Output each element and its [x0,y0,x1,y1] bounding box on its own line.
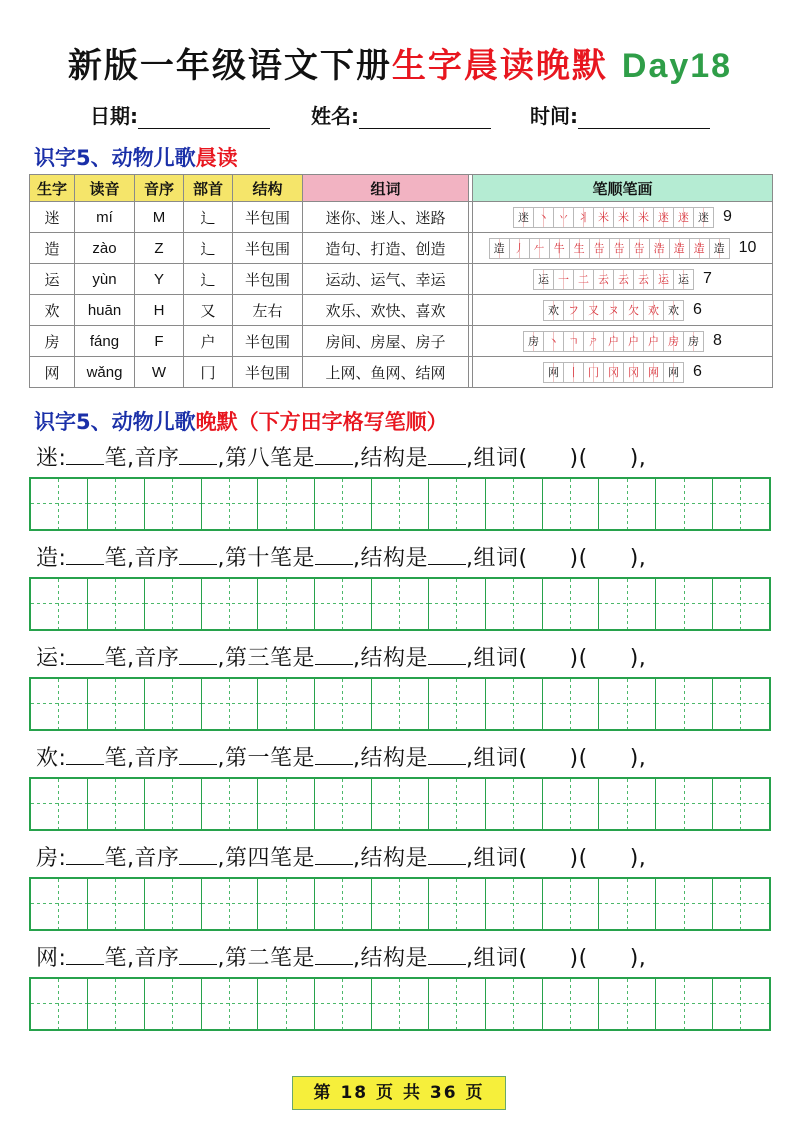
tianzige-cell[interactable] [31,779,87,829]
stroke-step: 一 [553,269,574,290]
stroke-count: 10 [738,239,757,256]
stroke-count: 6 [693,363,702,380]
stroke-step: 丨 [563,362,584,383]
cell-radical: 辶 [184,264,233,295]
cell-pinyin: zào [75,233,135,264]
tianzige-cell[interactable] [428,679,485,729]
character-table [29,174,773,388]
question-line: 欢: 笔,音序 ,第一笔是 ,结构是 ,组词( )( ), [36,746,647,771]
question-line: 迷: 笔,音序 ,第八笔是 ,结构是 ,组词( )( ), [36,446,647,471]
stroke-step: 二 [573,269,594,290]
question-text: 笔,音序 [104,446,180,471]
stroke-step: 米 [633,207,654,228]
cell-radical: 户 [184,326,233,357]
question-text: ), [629,946,647,971]
tianzige-cell[interactable] [712,879,769,929]
question-colon: : [58,546,67,571]
cell-pinyin: huān [75,295,135,326]
stroke-step: 米 [593,207,614,228]
tianzige-cell[interactable] [201,979,258,1029]
stroke-count: 7 [703,270,712,287]
cell-pinyin: yùn [75,264,135,295]
tianzige-cell[interactable] [87,879,144,929]
answer-blank[interactable] [315,744,353,765]
cell-char: 运 [30,264,75,295]
tianzige-cell[interactable] [87,779,144,829]
cell-char: 欢 [30,295,75,326]
cell-seq: Z [135,233,184,264]
answer-blank[interactable] [66,644,104,665]
tianzige-cell[interactable] [257,679,314,729]
tianzige-cell[interactable] [314,579,371,629]
tianzige-cell[interactable] [31,979,87,1029]
tianzige-cell[interactable] [201,779,258,829]
tianzige-cell[interactable] [598,579,655,629]
tianzige-cell[interactable] [485,679,542,729]
header-radical: 部首 [184,175,233,202]
page-title [0,38,800,87]
stroke-step: 迷 [693,207,714,228]
stroke-step: 迷 [673,207,694,228]
stroke-step: ㄕ [583,331,604,352]
question-text: ), [629,446,647,471]
time-blank[interactable] [578,108,710,129]
question-text: ,组词( [465,446,528,471]
answer-blank[interactable] [179,544,217,565]
question-text: ,结构是 [352,946,428,971]
stroke-step: 欢 [543,300,564,321]
tianzige-cell[interactable] [542,679,599,729]
cell-stroke-order [473,326,773,357]
tianzige-cell[interactable] [31,579,87,629]
tianzige-cell[interactable] [144,579,201,629]
question-line: 网: 笔,音序 ,第二笔是 ,结构是 ,组词( )( ), [36,946,647,971]
tianzige-cell[interactable] [144,979,201,1029]
tianzige-cell[interactable] [87,579,144,629]
name-field: 姓名: [311,100,491,129]
tianzige-cell[interactable] [485,779,542,829]
tianzige-cell[interactable] [485,479,542,529]
tianzige-cell[interactable] [712,679,769,729]
question-text: ), [629,546,647,571]
tianzige-cell[interactable] [655,979,712,1029]
tianzige-cell[interactable] [314,879,371,929]
stroke-step: 生 [569,238,590,259]
stroke-step: 告 [589,238,610,259]
tianzige-cell[interactable] [144,679,201,729]
answer-blank[interactable] [428,444,466,465]
answer-blank[interactable] [179,844,217,865]
tianzige-cell[interactable] [314,979,371,1029]
tianzige-cell[interactable] [257,479,314,529]
tianzige-cell[interactable] [201,579,258,629]
stroke-step: 网 [643,362,664,383]
question-colon: : [58,846,67,871]
tianzige-cell[interactable] [655,479,712,529]
cell-structure: 半包围 [233,326,303,357]
tianzige-cell[interactable] [371,879,428,929]
cell-words: 迷你、迷人、迷路 [303,202,469,233]
question-line: 造: 笔,音序 ,第十笔是 ,结构是 ,组词( )( ), [36,546,647,571]
stroke-step: 米 [613,207,634,228]
tianzige-cell[interactable] [712,479,769,529]
stroke-step: 𠂉 [529,238,550,259]
stroke-step: 迷 [513,207,534,228]
stroke-step: 冈 [623,362,644,383]
tianzige-cell[interactable] [371,579,428,629]
tianzige-cell[interactable] [485,579,542,629]
cell-words: 房间、房屋、房子 [303,326,469,357]
stroke-step: 告 [629,238,650,259]
stroke-step: ㄱ [563,331,584,352]
question-text: ,组词( [465,846,528,871]
tianzige-cell[interactable] [201,679,258,729]
cell-pinyin: fáng [75,326,135,357]
table-row [30,326,773,357]
cell-stroke-order [473,233,773,264]
date-field: 日期: [90,100,270,129]
question-stroke-prompt: 第八笔是 [224,446,315,471]
answer-blank[interactable] [315,444,353,465]
cell-words: 造句、打造、创造 [303,233,469,264]
cell-structure: 左右 [233,295,303,326]
stroke-step: 网 [543,362,564,383]
stroke-step: 冂 [583,362,604,383]
stroke-step: 丶 [533,207,554,228]
stroke-step: 丿 [509,238,530,259]
cell-words: 欢乐、欢快、喜欢 [303,295,469,326]
stroke-step: 造 [689,238,710,259]
tianzige-cell[interactable] [712,979,769,1029]
stroke-step: 迷 [653,207,674,228]
title-highlight: 生字晨读晚默 [391,46,608,86]
header-pinyin: 读音 [75,175,135,202]
tianzige-cell[interactable] [598,979,655,1029]
question-stroke-prompt: 第四笔是 [224,846,315,871]
tianzige-cell[interactable] [598,879,655,929]
tianzige-cell[interactable] [314,779,371,829]
stroke-step: 户 [603,331,624,352]
tianzige-cell[interactable] [542,779,599,829]
question-text: ,组词( [465,946,528,971]
header-words: 组词 [303,175,469,202]
tianzige-cell[interactable] [144,879,201,929]
question-text: ), [629,746,647,771]
answer-blank[interactable] [315,844,353,865]
stroke-step: 欠 [623,300,644,321]
cell-pinyin: wǎng [75,357,135,388]
question-stroke-prompt: 第三笔是 [224,646,315,671]
answer-blank[interactable] [315,944,353,965]
tianzige-cell[interactable] [712,579,769,629]
question-line: 房: 笔,音序 ,第四笔是 ,结构是 ,组词( )( ), [36,846,647,871]
page-number: 第 18 页 共 36 页 [292,1076,506,1110]
question-text: 笔,音序 [104,846,180,871]
cell-structure: 半包围 [233,264,303,295]
question-text: )( [569,446,588,471]
stroke-step: 房 [663,331,684,352]
tianzige-cell[interactable] [371,979,428,1029]
writing-grid[interactable] [29,577,771,631]
tianzige-cell[interactable] [598,479,655,529]
question-text: ), [629,846,647,871]
question-stroke-prompt: 第一笔是 [224,746,315,771]
stroke-step: 云 [633,269,654,290]
cell-words: 上网、鱼网、结网 [303,357,469,388]
writing-grid[interactable] [29,977,771,1031]
writing-grid[interactable] [29,777,771,831]
tianzige-cell[interactable] [201,479,258,529]
tianzige-cell[interactable] [542,479,599,529]
cell-seq: Y [135,264,184,295]
cell-seq: H [135,295,184,326]
cell-char: 网 [30,357,75,388]
question-text: ), [629,646,647,671]
cell-structure: 半包围 [233,357,303,388]
stroke-step: 造 [489,238,510,259]
question-text: )( [569,646,588,671]
tianzige-cell[interactable] [485,879,542,929]
answer-blank[interactable] [179,644,217,665]
table-row [30,295,773,326]
title-main: 新版一年级语文下册 [67,46,392,86]
cell-stroke-order [473,295,773,326]
stroke-step: ヌ [603,300,624,321]
stroke-count: 9 [723,208,732,225]
table-row [30,202,773,233]
cell-seq: M [135,202,184,233]
question-text: ,组词( [465,746,528,771]
tianzige-cell[interactable] [428,779,485,829]
question-colon: : [58,646,67,671]
stroke-count: 8 [713,332,722,349]
section-morning-heading: 识字5、动物儿歌晨读 [34,146,238,170]
stroke-step: 丬 [573,207,594,228]
tianzige-cell[interactable] [655,779,712,829]
cell-structure: 半包围 [233,233,303,264]
question-char: 欢 [36,746,59,771]
tianzige-cell[interactable] [655,679,712,729]
question-text: )( [569,746,588,771]
cell-pinyin: mí [75,202,135,233]
answer-blank[interactable] [179,744,217,765]
answer-blank[interactable] [179,944,217,965]
question-line: 运: 笔,音序 ,第三笔是 ,结构是 ,组词( )( ), [36,646,647,671]
question-text: ,组词( [465,546,528,571]
stroke-step: 告 [609,238,630,259]
answer-blank[interactable] [315,544,353,565]
stroke-step: 运 [673,269,694,290]
tianzige-cell[interactable] [371,479,428,529]
answer-blank[interactable] [66,744,104,765]
tianzige-cell[interactable] [712,779,769,829]
stroke-step: 欢 [643,300,664,321]
writing-grid[interactable] [29,477,771,531]
tianzige-cell[interactable] [201,879,258,929]
question-stroke-prompt: 第十笔是 [224,546,315,571]
stroke-step: 网 [663,362,684,383]
tianzige-cell[interactable] [314,479,371,529]
question-text: )( [569,546,588,571]
table-header-row [30,175,773,202]
question-char: 造 [36,546,59,571]
name-blank[interactable] [359,108,491,129]
question-colon: : [58,746,67,771]
question-char: 运 [36,646,59,671]
question-text: ,结构是 [352,646,428,671]
tianzige-cell[interactable] [655,879,712,929]
stroke-step: 丷 [553,207,574,228]
cell-radical: 又 [184,295,233,326]
tianzige-cell[interactable] [542,579,599,629]
question-text: ,组词( [465,646,528,671]
answer-blank[interactable] [179,444,217,465]
question-colon: : [58,446,67,471]
question-text: 笔,音序 [104,546,180,571]
stroke-step: 欢 [663,300,684,321]
answer-blank[interactable] [66,544,104,565]
question-colon: : [58,946,67,971]
tianzige-cell[interactable] [598,779,655,829]
table-row [30,233,773,264]
tianzige-cell[interactable] [257,579,314,629]
tianzige-cell[interactable] [428,579,485,629]
tianzige-cell[interactable] [371,679,428,729]
stroke-step: 牛 [549,238,570,259]
question-text: 笔,音序 [104,746,180,771]
time-field: 时间: [530,100,710,129]
stroke-step: 冈 [603,362,624,383]
stroke-count: 6 [693,301,702,318]
stroke-step: 房 [683,331,704,352]
stroke-step: 造 [709,238,730,259]
cell-stroke-order [473,357,773,388]
table-row [30,357,773,388]
tianzige-cell[interactable] [144,479,201,529]
question-char: 房 [36,846,59,871]
tianzige-cell[interactable] [542,879,599,929]
cell-char: 迷 [30,202,75,233]
cell-stroke-order [473,202,773,233]
title-day: Day18 [621,47,733,85]
answer-blank[interactable] [428,844,466,865]
stroke-step: 户 [623,331,644,352]
tianzige-cell[interactable] [87,679,144,729]
stroke-step: フ [563,300,584,321]
answer-blank[interactable] [315,644,353,665]
answer-blank[interactable] [428,944,466,965]
cell-char: 房 [30,326,75,357]
tianzige-cell[interactable] [371,779,428,829]
cell-radical: 冂 [184,357,233,388]
question-text: 笔,音序 [104,946,180,971]
section-evening-heading: 识字5、动物儿歌晚默（下方田字格写笔顺） [34,410,448,434]
writing-grid[interactable] [29,877,771,931]
question-text: ,结构是 [352,546,428,571]
question-text: 笔,音序 [104,646,180,671]
stroke-step: 户 [643,331,664,352]
stroke-step: 运 [653,269,674,290]
table-row [30,264,773,295]
stroke-step: 浩 [649,238,670,259]
question-stroke-prompt: 第二笔是 [224,946,315,971]
tianzige-cell[interactable] [87,979,144,1029]
tianzige-cell[interactable] [428,879,485,929]
question-text: ,结构是 [352,846,428,871]
header-seq: 音序 [135,175,184,202]
header-structure: 结构 [233,175,303,202]
tianzige-cell[interactable] [542,979,599,1029]
tianzige-cell[interactable] [655,579,712,629]
cell-words: 运动、运气、幸运 [303,264,469,295]
question-text: ,结构是 [352,746,428,771]
writing-grid[interactable] [29,677,771,731]
question-text: ,结构是 [352,446,428,471]
question-char: 网 [36,946,59,971]
stroke-step: 云 [593,269,614,290]
answer-blank[interactable] [66,844,104,865]
date-blank[interactable] [138,108,270,129]
stroke-step: 造 [669,238,690,259]
answer-blank[interactable] [428,544,466,565]
tianzige-cell[interactable] [428,479,485,529]
question-char: 迷 [36,446,59,471]
stroke-step: 又 [583,300,604,321]
tianzige-cell[interactable] [144,779,201,829]
stroke-step: 房 [523,331,544,352]
tianzige-cell[interactable] [485,979,542,1029]
tianzige-cell[interactable] [87,479,144,529]
stroke-step: 运 [533,269,554,290]
cell-char: 造 [30,233,75,264]
question-text: )( [569,846,588,871]
tianzige-cell[interactable] [314,679,371,729]
stroke-step: 云 [613,269,634,290]
tianzige-cell[interactable] [257,979,314,1029]
header-char: 生字 [30,175,75,202]
tianzige-cell[interactable] [31,479,87,529]
tianzige-cell[interactable] [31,679,87,729]
tianzige-cell[interactable] [257,779,314,829]
question-text: )( [569,946,588,971]
tianzige-cell[interactable] [31,879,87,929]
cell-seq: W [135,357,184,388]
tianzige-cell[interactable] [428,979,485,1029]
answer-blank[interactable] [66,944,104,965]
cell-stroke-order [473,264,773,295]
cell-radical: 辶 [184,202,233,233]
cell-structure: 半包围 [233,202,303,233]
tianzige-cell[interactable] [257,879,314,929]
answer-blank[interactable] [66,444,104,465]
stroke-step: 丶 [543,331,564,352]
cell-radical: 辶 [184,233,233,264]
answer-blank[interactable] [428,644,466,665]
cell-seq: F [135,326,184,357]
tianzige-cell[interactable] [598,679,655,729]
answer-blank[interactable] [428,744,466,765]
header-strokes: 笔顺笔画 [473,175,773,202]
